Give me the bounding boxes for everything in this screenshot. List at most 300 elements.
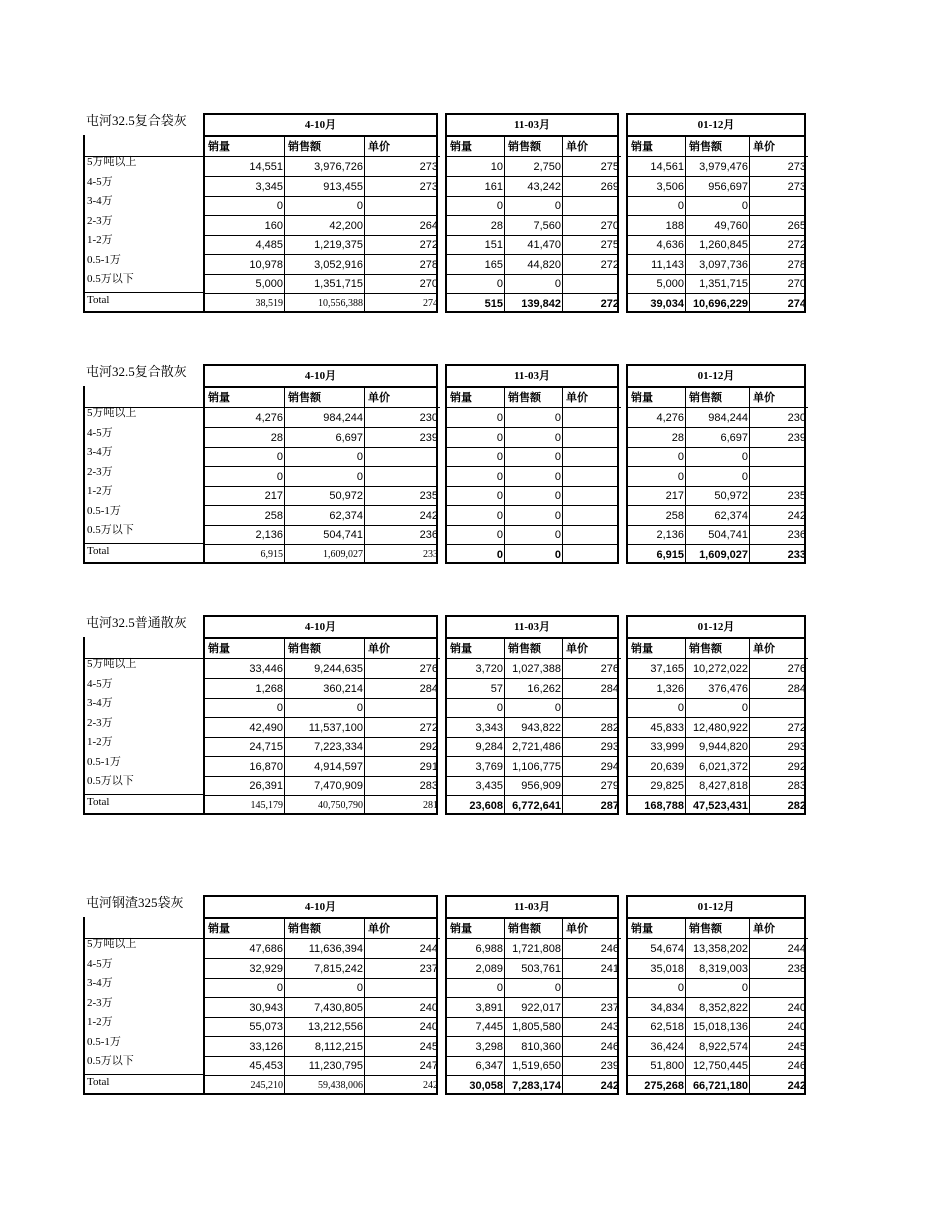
- data-cell: 0: [496, 412, 503, 424]
- data-cell: 3,343: [475, 722, 503, 734]
- period-table: [626, 135, 806, 313]
- row-label: 1-2万: [87, 1016, 113, 1028]
- column-header: 单价: [750, 388, 808, 408]
- row-label: 3-4万: [87, 446, 113, 458]
- total-cell: 7,283,174: [512, 1080, 561, 1092]
- data-cell: 265: [787, 220, 806, 232]
- data-cell: 55,073: [249, 1021, 283, 1033]
- data-cell: 0: [554, 529, 561, 541]
- data-cell: 10,978: [249, 259, 283, 271]
- row-label-column: [83, 917, 203, 1095]
- data-cell: 1,268: [255, 683, 283, 695]
- data-cell: 1,351,715: [699, 278, 748, 290]
- data-cell: 165: [484, 259, 503, 271]
- data-cell: 279: [600, 780, 619, 792]
- data-cell: 258: [665, 510, 684, 522]
- data-cell: 10: [490, 161, 503, 173]
- data-cell: [750, 447, 808, 467]
- data-cell: 0: [741, 200, 748, 212]
- row-label-column: [83, 637, 203, 815]
- column-header: 销量: [628, 388, 686, 408]
- data-cell: 11,143: [651, 259, 684, 271]
- data-cell: 5,000: [656, 278, 684, 290]
- data-cell: 3,769: [475, 761, 503, 773]
- data-cell: 0: [496, 529, 503, 541]
- data-cell: 0: [276, 451, 283, 463]
- row-label: 3-4万: [87, 977, 113, 989]
- data-cell: 273: [787, 181, 806, 193]
- column-header: 单价: [750, 919, 808, 939]
- total-cell: 10,556,388: [318, 298, 363, 309]
- data-cell: 236: [419, 529, 438, 541]
- data-cell: 47,686: [249, 943, 283, 955]
- row-label: 0.5-1万: [87, 756, 121, 768]
- data-cell: 45,453: [249, 1060, 283, 1072]
- data-cell: 50,972: [714, 490, 748, 502]
- data-cell: 11,230,795: [308, 1060, 363, 1072]
- data-cell: 0: [677, 200, 684, 212]
- period-header: 01-12月: [626, 113, 806, 135]
- data-cell: 0: [496, 471, 503, 483]
- data-cell: 239: [600, 1060, 619, 1072]
- period-header: 11-03月: [445, 895, 619, 917]
- data-cell: [365, 467, 440, 487]
- column-header: 销量: [205, 388, 285, 408]
- period-block: [626, 113, 806, 313]
- data-cell: 235: [787, 490, 806, 502]
- data-cell: 272: [787, 722, 806, 734]
- section-title: 屯河32.5普通散灰: [86, 615, 187, 630]
- total-cell: 10,696,229: [692, 298, 748, 310]
- column-header: 销售额: [285, 919, 365, 939]
- column-header: 单价: [563, 137, 621, 157]
- data-cell: 12,750,445: [692, 1060, 748, 1072]
- data-cell: 0: [276, 471, 283, 483]
- row-label-header-blank: [85, 637, 203, 659]
- data-cell: 264: [419, 220, 438, 232]
- data-cell: 943,822: [521, 722, 561, 734]
- data-cell: 11,636,394: [308, 943, 363, 955]
- column-header: 销售额: [285, 388, 365, 408]
- data-cell: 3,976,726: [314, 161, 363, 173]
- data-cell: 242: [419, 510, 438, 522]
- data-cell: 44,820: [527, 259, 561, 271]
- period-table: [626, 637, 806, 815]
- data-cell: 28: [671, 432, 684, 444]
- data-cell: 2,721,486: [512, 741, 561, 753]
- data-cell: 272: [419, 239, 438, 251]
- column-header: 销量: [628, 137, 686, 157]
- data-cell: 0: [496, 200, 503, 212]
- period-table: [203, 386, 438, 564]
- data-cell: 49,760: [714, 220, 748, 232]
- data-cell: 62,374: [329, 510, 363, 522]
- column-header: 销售额: [686, 388, 750, 408]
- data-cell: 3,720: [475, 663, 503, 675]
- data-cell: 275: [600, 239, 619, 251]
- data-cell: 376,476: [708, 683, 748, 695]
- row-label: 5万吨以上: [87, 938, 137, 950]
- data-cell: [365, 978, 440, 998]
- data-cell: 12,480,922: [692, 722, 748, 734]
- column-header: 销售额: [285, 639, 365, 659]
- period-table: [203, 637, 438, 815]
- data-cell: 1,805,580: [512, 1021, 561, 1033]
- total-cell: 145,179: [250, 800, 283, 811]
- row-label: 0.5万以下: [87, 1055, 134, 1067]
- data-cell: 2,136: [255, 529, 283, 541]
- period-block: [445, 895, 619, 1095]
- row-label-header-blank: [85, 386, 203, 408]
- row-label-column: [83, 135, 203, 313]
- data-cell: 9,244,635: [314, 663, 363, 675]
- data-cell: 34,834: [650, 1002, 684, 1014]
- report-section: [83, 895, 813, 1097]
- data-cell: 6,021,372: [699, 761, 748, 773]
- period-block: [445, 364, 619, 564]
- data-cell: 275: [600, 161, 619, 173]
- data-cell: 0: [496, 510, 503, 522]
- total-cell: 272: [600, 298, 619, 310]
- data-cell: 236: [787, 529, 806, 541]
- total-cell: 47,523,431: [692, 800, 748, 812]
- column-header: 销量: [205, 639, 285, 659]
- row-label: 5万吨以上: [87, 407, 137, 419]
- data-cell: [563, 467, 621, 487]
- data-cell: [750, 698, 808, 718]
- column-header: 销量: [628, 639, 686, 659]
- period-header: 11-03月: [445, 364, 619, 386]
- data-cell: 984,244: [708, 412, 748, 424]
- data-cell: 273: [419, 181, 438, 193]
- total-cell: 40,750,790: [318, 800, 363, 811]
- data-cell: 0: [496, 451, 503, 463]
- data-cell: 291: [419, 761, 438, 773]
- data-cell: 0: [356, 982, 363, 994]
- data-cell: 6,347: [475, 1060, 503, 1072]
- data-cell: [563, 428, 621, 448]
- total-cell: 274: [787, 298, 806, 310]
- total-cell: 281: [423, 800, 438, 811]
- column-header: 单价: [563, 919, 621, 939]
- data-cell: 2,750: [533, 161, 561, 173]
- column-header: 单价: [563, 639, 621, 659]
- data-cell: [563, 274, 621, 294]
- data-cell: 283: [419, 780, 438, 792]
- data-cell: 282: [600, 722, 619, 734]
- data-cell: 43,242: [527, 181, 561, 193]
- total-cell: 0: [554, 549, 561, 561]
- data-cell: 0: [554, 278, 561, 290]
- data-cell: 278: [419, 259, 438, 271]
- data-cell: 0: [356, 471, 363, 483]
- column-header: 销售额: [505, 639, 563, 659]
- data-cell: 0: [741, 471, 748, 483]
- data-cell: 240: [419, 1002, 438, 1014]
- data-cell: 160: [264, 220, 283, 232]
- data-cell: 24,715: [249, 741, 283, 753]
- period-block: [203, 113, 438, 313]
- data-cell: 0: [741, 702, 748, 714]
- data-cell: 62,518: [650, 1021, 684, 1033]
- data-cell: 32,929: [249, 963, 283, 975]
- data-cell: 238: [787, 963, 806, 975]
- total-cell: 233: [423, 549, 438, 560]
- data-cell: 30,943: [249, 1002, 283, 1014]
- data-cell: 8,922,574: [699, 1041, 748, 1053]
- data-cell: 270: [419, 278, 438, 290]
- total-cell: 242: [787, 1080, 806, 1092]
- data-cell: 276: [419, 663, 438, 675]
- column-header: 销售额: [505, 388, 563, 408]
- data-cell: 0: [276, 982, 283, 994]
- data-cell: 36,424: [650, 1041, 684, 1053]
- data-cell: 244: [787, 943, 806, 955]
- data-cell: 0: [496, 278, 503, 290]
- data-cell: 28: [270, 432, 283, 444]
- data-cell: 243: [600, 1021, 619, 1033]
- period-table: [445, 917, 619, 1095]
- data-cell: 11,537,100: [308, 722, 363, 734]
- data-cell: 4,636: [656, 239, 684, 251]
- data-cell: 1,260,845: [699, 239, 748, 251]
- data-cell: [563, 196, 621, 216]
- data-cell: 7,815,242: [314, 963, 363, 975]
- data-cell: 1,519,650: [512, 1060, 561, 1072]
- period-table: [445, 637, 619, 815]
- data-cell: 922,017: [521, 1002, 561, 1014]
- data-cell: 0: [276, 200, 283, 212]
- total-cell: 59,438,006: [318, 1080, 363, 1091]
- data-cell: 269: [600, 181, 619, 193]
- data-cell: 0: [677, 471, 684, 483]
- data-cell: 4,276: [255, 412, 283, 424]
- row-label: 4-5万: [87, 678, 113, 690]
- data-cell: 2,089: [475, 963, 503, 975]
- data-cell: 1,721,808: [512, 943, 561, 955]
- row-label: 1-2万: [87, 234, 113, 246]
- period-block: [203, 615, 438, 815]
- row-label: 0.5-1万: [87, 254, 121, 266]
- period-block: [626, 895, 806, 1095]
- data-cell: 240: [419, 1021, 438, 1033]
- data-cell: 161: [484, 181, 503, 193]
- total-cell: [563, 545, 621, 565]
- data-cell: [750, 196, 808, 216]
- data-cell: 0: [554, 490, 561, 502]
- data-cell: 7,470,909: [314, 780, 363, 792]
- data-cell: 8,319,003: [699, 963, 748, 975]
- column-header: 销量: [447, 137, 505, 157]
- row-label-column: [83, 386, 203, 564]
- data-cell: 245: [419, 1041, 438, 1053]
- data-cell: 15,018,136: [692, 1021, 748, 1033]
- total-cell: 1,609,027: [699, 549, 748, 561]
- data-cell: 230: [787, 412, 806, 424]
- data-cell: 956,909: [521, 780, 561, 792]
- data-cell: 0: [741, 982, 748, 994]
- data-cell: 246: [787, 1060, 806, 1072]
- data-cell: 7,223,334: [314, 741, 363, 753]
- data-cell: 5,000: [255, 278, 283, 290]
- data-cell: 0: [554, 702, 561, 714]
- column-header: 销售额: [686, 137, 750, 157]
- data-cell: [563, 486, 621, 506]
- data-cell: 3,298: [475, 1041, 503, 1053]
- period-header: 4-10月: [203, 895, 438, 917]
- data-cell: 0: [496, 982, 503, 994]
- column-header: 销售额: [505, 919, 563, 939]
- total-cell: 6,915: [656, 549, 684, 561]
- data-cell: 292: [787, 761, 806, 773]
- data-cell: 33,126: [249, 1041, 283, 1053]
- data-cell: 0: [496, 490, 503, 502]
- data-cell: 8,112,215: [314, 1041, 363, 1053]
- data-cell: 35,018: [650, 963, 684, 975]
- data-cell: [365, 196, 440, 216]
- data-cell: 293: [600, 741, 619, 753]
- column-header: 单价: [365, 137, 440, 157]
- row-label: 4-5万: [87, 958, 113, 970]
- total-cell: 287: [600, 800, 619, 812]
- data-cell: 4,485: [255, 239, 283, 251]
- data-cell: 0: [356, 200, 363, 212]
- data-cell: 278: [787, 259, 806, 271]
- total-cell: 23,608: [469, 800, 503, 812]
- data-cell: 3,345: [255, 181, 283, 193]
- data-cell: 273: [787, 161, 806, 173]
- data-cell: 246: [600, 943, 619, 955]
- total-cell: 168,788: [644, 800, 684, 812]
- section-title: 屯河32.5复合散灰: [86, 364, 187, 379]
- data-cell: 245: [787, 1041, 806, 1053]
- data-cell: 0: [741, 451, 748, 463]
- data-cell: 3,979,476: [699, 161, 748, 173]
- section-title: 屯河32.5复合袋灰: [86, 113, 187, 128]
- data-cell: 241: [600, 963, 619, 975]
- data-cell: 504,741: [708, 529, 748, 541]
- data-cell: 294: [600, 761, 619, 773]
- data-cell: 7,560: [533, 220, 561, 232]
- period-header: 4-10月: [203, 364, 438, 386]
- total-cell: 242: [600, 1080, 619, 1092]
- period-block: [203, 364, 438, 564]
- period-table: [626, 917, 806, 1095]
- report-section: [83, 615, 813, 817]
- column-header: 销量: [205, 137, 285, 157]
- data-cell: 7,445: [475, 1021, 503, 1033]
- data-cell: 272: [600, 259, 619, 271]
- data-cell: 284: [787, 683, 806, 695]
- data-cell: 20,639: [650, 761, 684, 773]
- total-cell: 274: [423, 298, 438, 309]
- row-label: 0.5-1万: [87, 505, 121, 517]
- data-cell: 276: [787, 663, 806, 675]
- data-cell: 239: [419, 432, 438, 444]
- data-cell: 4,276: [656, 412, 684, 424]
- total-cell: 245,210: [250, 1080, 283, 1091]
- report-section: [83, 364, 813, 566]
- report-section: [83, 113, 813, 315]
- data-cell: 33,446: [249, 663, 283, 675]
- data-cell: 3,097,736: [699, 259, 748, 271]
- data-cell: 0: [677, 982, 684, 994]
- total-cell: 39,034: [650, 298, 684, 310]
- period-header: 4-10月: [203, 615, 438, 637]
- data-cell: 258: [264, 510, 283, 522]
- data-cell: 237: [419, 963, 438, 975]
- row-label: 2-3万: [87, 997, 113, 1009]
- data-cell: [750, 978, 808, 998]
- row-label: 0.5万以下: [87, 524, 134, 536]
- data-cell: 0: [356, 451, 363, 463]
- data-cell: [563, 978, 621, 998]
- period-block: [626, 615, 806, 815]
- data-cell: 7,430,805: [314, 1002, 363, 1014]
- data-cell: 0: [276, 702, 283, 714]
- data-cell: 0: [554, 432, 561, 444]
- data-cell: 29,825: [650, 780, 684, 792]
- section-title: 屯河钢渣325袋灰: [86, 895, 184, 910]
- column-header: 销量: [205, 919, 285, 939]
- column-header: 单价: [750, 137, 808, 157]
- column-header: 销售额: [285, 137, 365, 157]
- data-cell: 230: [419, 412, 438, 424]
- total-cell: 139,842: [521, 298, 561, 310]
- data-cell: 42,200: [329, 220, 363, 232]
- data-cell: 217: [665, 490, 684, 502]
- data-cell: 272: [419, 722, 438, 734]
- data-cell: 188: [665, 220, 684, 232]
- row-label: Total: [85, 292, 203, 312]
- data-cell: 50,972: [329, 490, 363, 502]
- column-header: 销量: [447, 639, 505, 659]
- data-cell: 42,490: [249, 722, 283, 734]
- data-cell: 504,741: [323, 529, 363, 541]
- data-cell: 0: [554, 412, 561, 424]
- data-cell: 4,914,597: [314, 761, 363, 773]
- data-cell: [563, 698, 621, 718]
- column-header: 销售额: [686, 639, 750, 659]
- column-header: 销售额: [686, 919, 750, 939]
- row-label: 0.5万以下: [87, 273, 134, 285]
- data-cell: 0: [677, 451, 684, 463]
- data-cell: 51,800: [650, 1060, 684, 1072]
- column-header: 单价: [365, 919, 440, 939]
- data-cell: 217: [264, 490, 283, 502]
- row-label: 2-3万: [87, 215, 113, 227]
- period-header: 11-03月: [445, 113, 619, 135]
- data-cell: 9,284: [475, 741, 503, 753]
- total-cell: 275,268: [644, 1080, 684, 1092]
- data-cell: [563, 506, 621, 526]
- data-cell: 360,214: [323, 683, 363, 695]
- data-cell: 6,697: [720, 432, 748, 444]
- data-cell: 0: [554, 200, 561, 212]
- column-header: 销量: [447, 919, 505, 939]
- row-label: 5万吨以上: [87, 156, 137, 168]
- data-cell: [563, 447, 621, 467]
- data-cell: 0: [554, 471, 561, 483]
- data-cell: 0: [496, 432, 503, 444]
- data-cell: 247: [419, 1060, 438, 1072]
- data-cell: 242: [787, 510, 806, 522]
- data-cell: [750, 467, 808, 487]
- row-label-header-blank: [85, 917, 203, 939]
- data-cell: 9,944,820: [699, 741, 748, 753]
- data-cell: 62,374: [714, 510, 748, 522]
- column-header: 销售额: [505, 137, 563, 157]
